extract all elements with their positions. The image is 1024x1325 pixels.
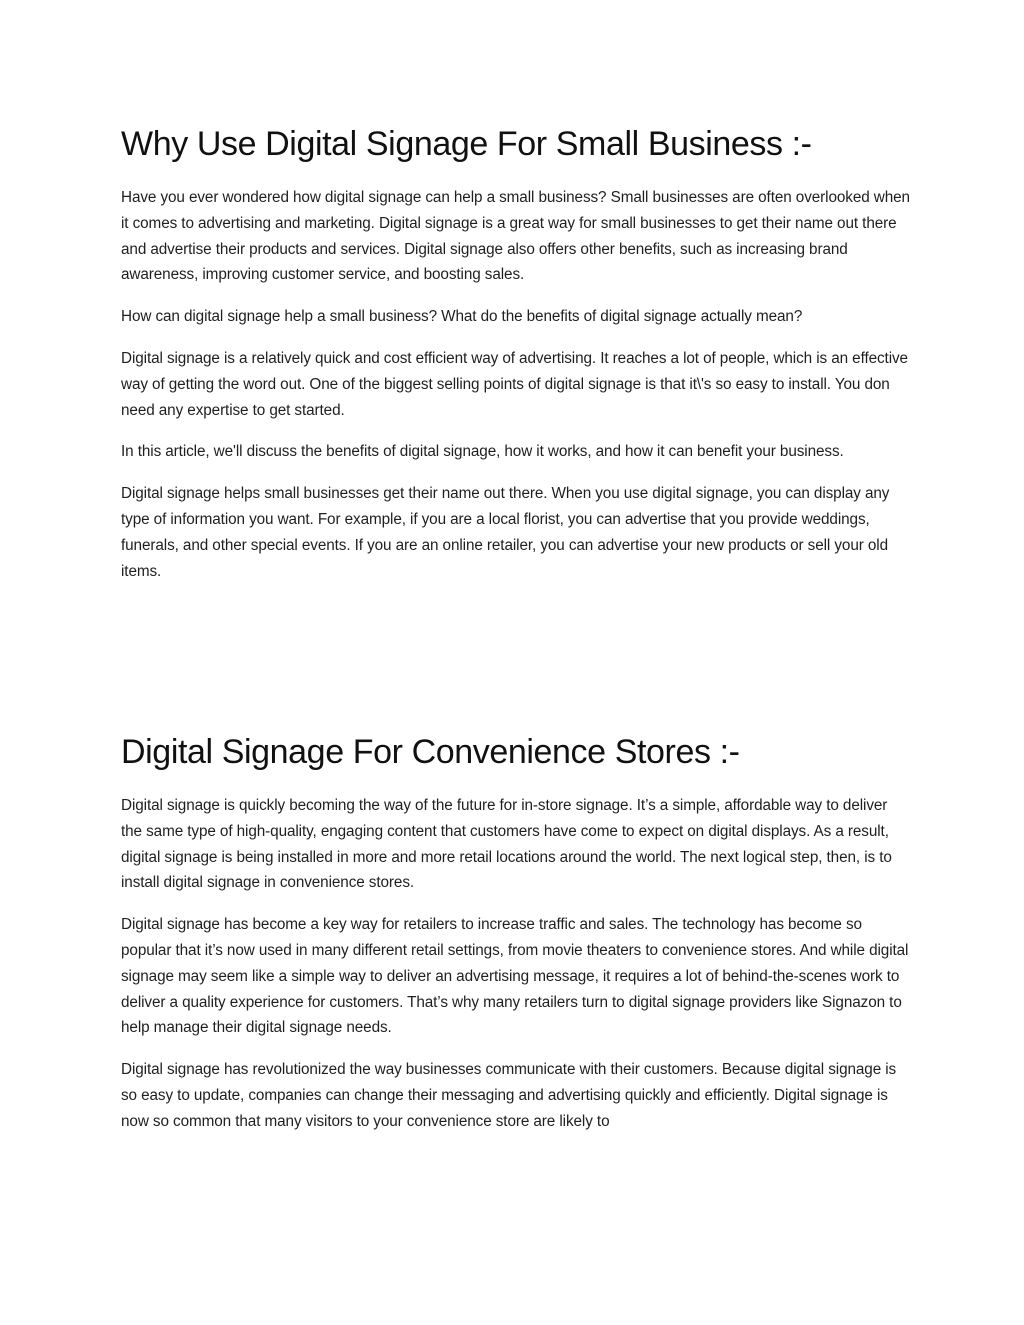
paragraph: Digital signage has become a key way for retailers to increase traffic and sales. The technology has become so popular that it’s now used in many different retail settings, from movie theaters to convenience stores. And while digital signage may seem like a simple way to deliver an advertising message, it requires a lot of behind-the-scenes work to deliver a quality experience for customers. That’s why many retailers turn to digital signage providers like Signazon to help manage their digital signage needs. bbox=[121, 916, 909, 1037]
section-heading: Why Use Digital Signage For Small Business :- bbox=[121, 125, 812, 163]
paragraph: Have you ever wondered how digital signage can help a small business? Small businesses are often overlooked when it comes to advertising and marketing. Digital signage is a great way for small businesses to get their name out there and advertise their products and services. Digital signage also offers other benefits, such as increasing brand awareness, improving customer service, and boosting sales. bbox=[121, 189, 910, 284]
paragraph: Digital signage has revolutionized the way businesses communicate with their customers. Because digital signage is so easy to update, companies can change their messaging and advertising quickly and efficiently. Digital signage is now so common that many visitors to your convenience store are likely to bbox=[121, 1061, 897, 1130]
paragraph: Digital signage helps small businesses get their name out there. When you use digital signage, you can display any type of information you want. For example, if you are a local florist, you can advertise that you provide weddings, funerals, and other special events. If you are an online retailer, you can advertise your new products or sell your old items. bbox=[121, 485, 890, 580]
paragraph: Digital signage is a relatively quick and cost efficient way of advertising. It reaches a lot of people, which is an effective way of getting the word out. One of the biggest selling points of digital signage is that it\'s so easy to install. You don need any expertise to get started. bbox=[121, 349, 908, 419]
section-small-business bbox=[121, 120, 911, 600]
paragraph: Digital signage is quickly becoming the way of the future for in-store signage. It’s a simple, affordable way to deliver the same type of high-quality, engaging content that customers have come to expect on digital displays. As a result, digital signage is being installed in more and more retail locations around the world. The next logical step, then, is to install digital signage in convenience stores. bbox=[121, 797, 892, 892]
paragraph: How can digital signage help a small business? What do the benefits of digital signage actually mean? bbox=[121, 308, 803, 326]
section-convenience-stores bbox=[121, 728, 911, 1151]
section-heading: Digital Signage For Convenience Stores :- bbox=[121, 733, 740, 771]
paragraph: In this article, we'll discuss the benefits of digital signage, how it works, and how it can benefit your business. bbox=[121, 443, 844, 461]
